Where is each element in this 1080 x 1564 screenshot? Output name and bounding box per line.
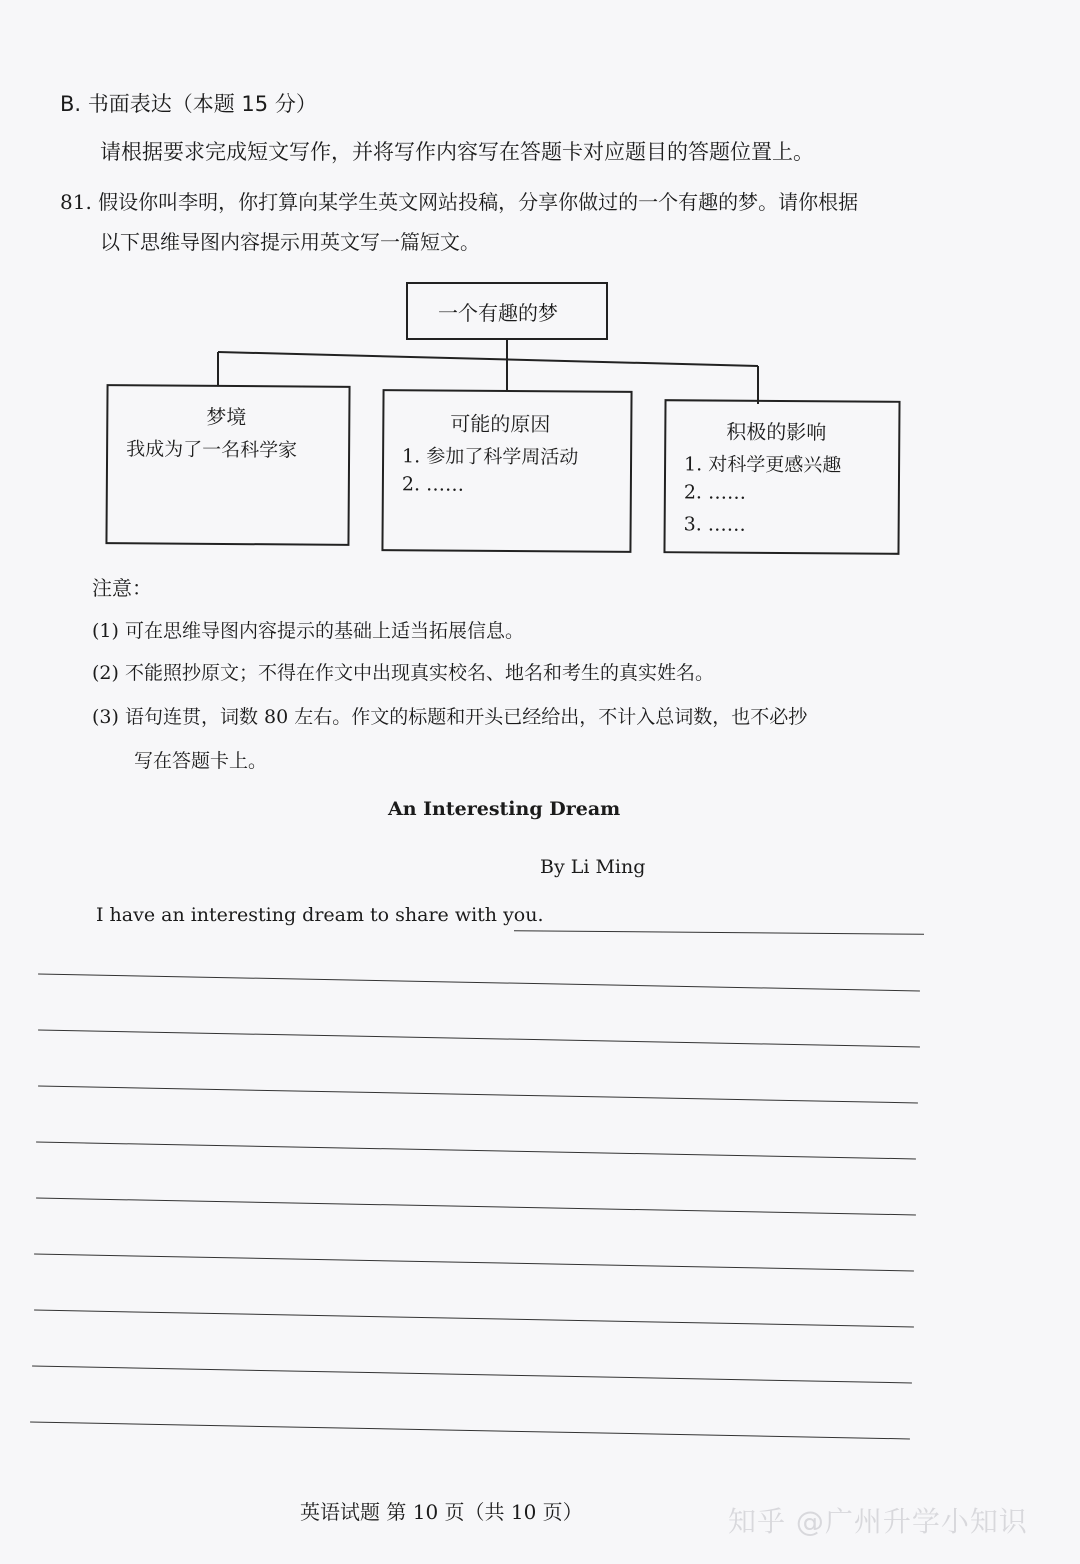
essay-title: An Interesting Dream (388, 798, 621, 820)
section-title: B. 书面表达（本题 15 分） (60, 92, 317, 116)
writing-line (36, 1142, 916, 1160)
reason-box (381, 389, 632, 553)
reason-item-1: 1. 参加了科学周活动 (402, 445, 579, 469)
effect-item-1: 1. 对科学更感兴趣 (684, 453, 842, 477)
writing-line (34, 1254, 914, 1272)
note-item-3-cont: 写在答题卡上。 (134, 750, 268, 772)
note-item-1: (1) 可在思维导图内容提示的基础上适当拓展信息。 (92, 620, 524, 642)
reason-item-2: 2. …… (401, 473, 465, 496)
dream-title: 梦境 (206, 404, 247, 430)
effect-box (663, 399, 900, 555)
watermark: 知乎 @广州升学小知识 (728, 1505, 1028, 1538)
reason-title: 可能的原因 (450, 411, 551, 437)
writing-line (34, 1310, 914, 1328)
writing-line (514, 930, 924, 935)
note-item-2: (2) 不能照抄原文；不得在作文中出现真实校名、地名和考生的真实姓名。 (92, 662, 714, 684)
essay-author: By Li Ming (540, 856, 646, 878)
section-instruction: 请根据要求完成短文写作，并将写作内容写在答题卡对应题目的答题位置上。 (100, 140, 814, 164)
question-line-1: 81. 假设你叫李明，你打算向某学生英文网站投稿，分享你做过的一个有趣的梦。请你根据 (60, 190, 859, 214)
notes-label: 注意： (92, 576, 152, 600)
writing-line (38, 1030, 920, 1048)
effect-title: 积极的影响 (726, 419, 827, 445)
question-line-2: 以下思维导图内容提示用英文写一篇短文。 (100, 230, 480, 254)
writing-line (38, 1086, 918, 1104)
writing-line (38, 974, 920, 992)
effect-item-3: 3. …… (683, 513, 746, 536)
branch-connector (218, 352, 758, 366)
mind-map-root-box (406, 282, 608, 340)
essay-first-line: I have an interesting dream to share with you. (96, 904, 544, 926)
note-item-3: (3) 语句连贯，词数 80 左右。作文的标题和开头已经给出，不计入总词数，也不必抄 (92, 706, 808, 728)
writing-line (30, 1422, 910, 1440)
mind-map-root-label: 一个有趣的梦 (438, 301, 558, 325)
dream-content: 我成为了一名科学家 (126, 438, 298, 462)
dream-box (105, 384, 350, 546)
page-footer: 英语试题 第 10 页（共 10 页） (300, 1500, 583, 1524)
writing-line (36, 1198, 916, 1216)
writing-line (32, 1366, 912, 1384)
effect-item-2: 2. …… (683, 481, 747, 504)
